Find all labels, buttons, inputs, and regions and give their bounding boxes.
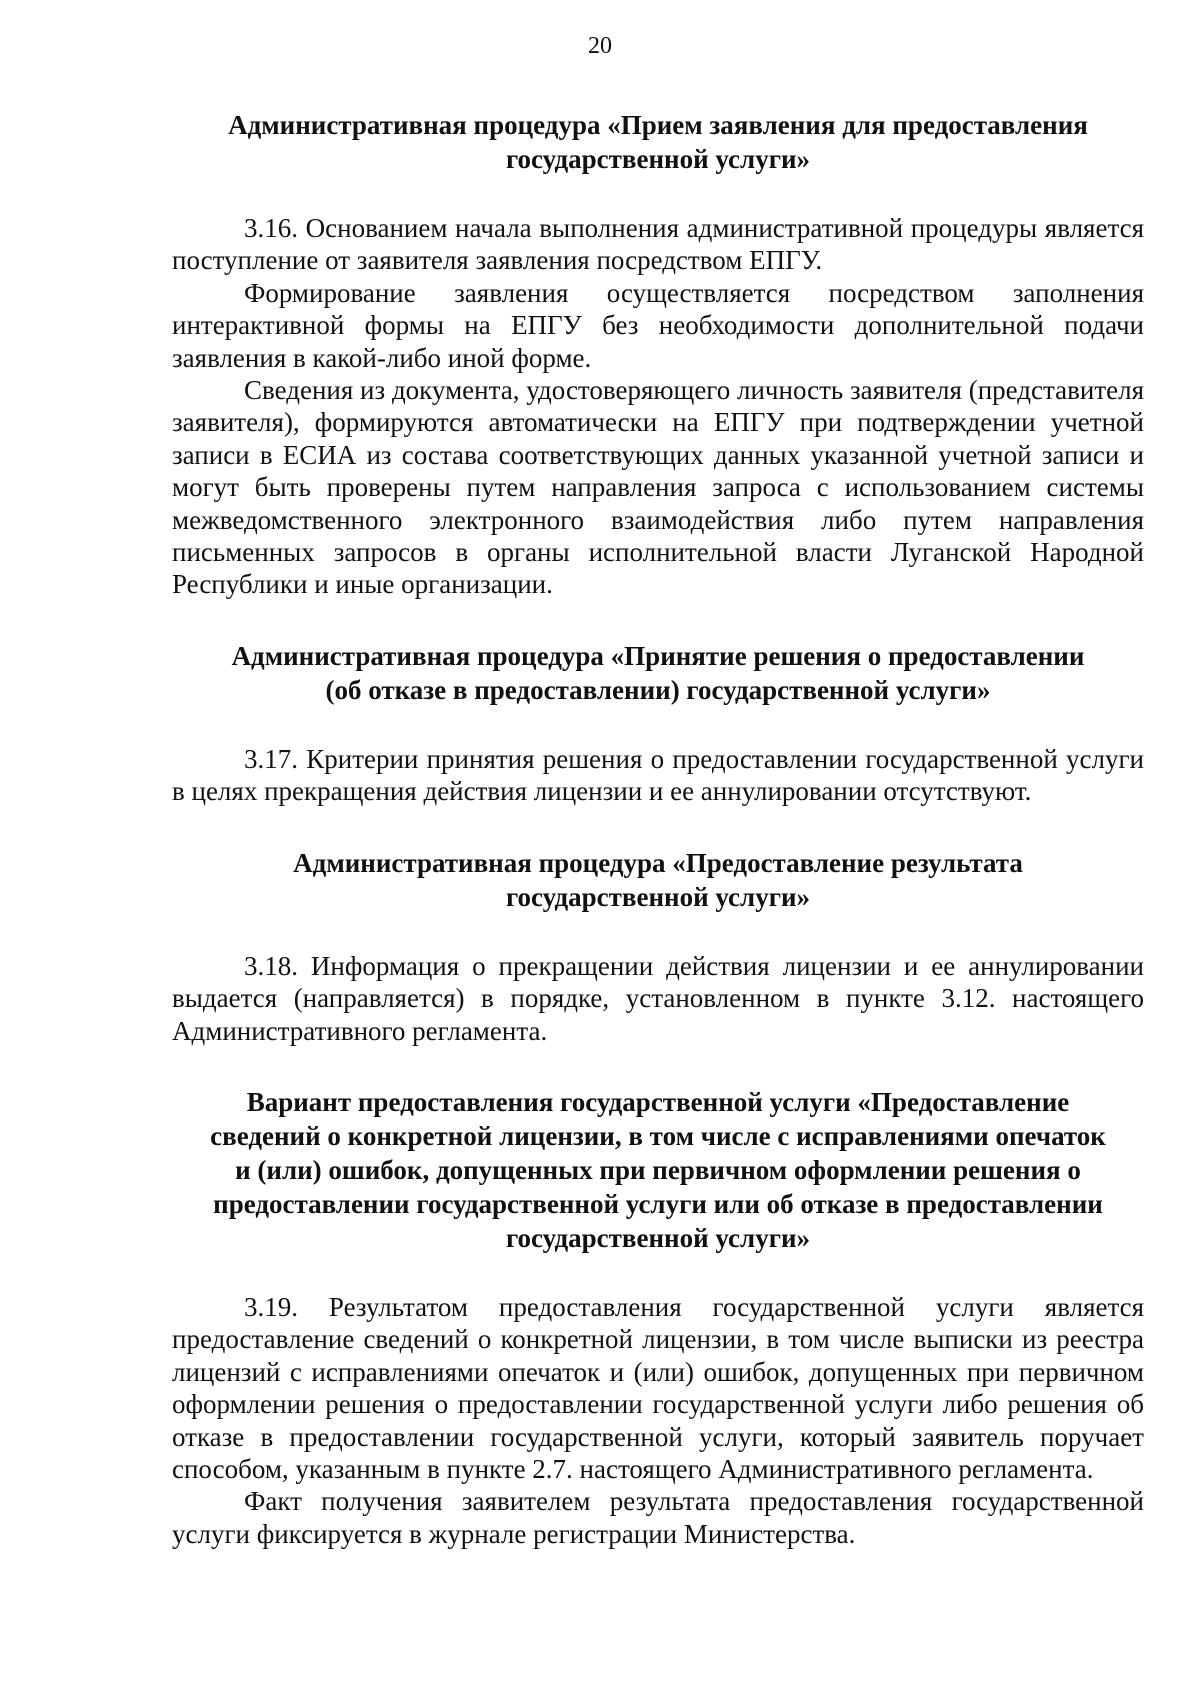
heading-line: Вариант предоставления государственной услуги «Предоставление <box>246 1086 1070 1117</box>
page-number: 20 <box>588 33 612 59</box>
heading-line: государственной услуги» <box>505 881 811 912</box>
paragraph: Факт получения заявителем результата предоставления государственной услуги фиксируется в журнале регистрации Министерства. <box>172 1486 1144 1549</box>
section-heading <box>172 108 1144 176</box>
heading-line: Административная процедура «Прием заявления для предоставления <box>228 110 1088 140</box>
heading-line: государственной услуги» <box>505 144 811 174</box>
paragraph: 3.17. Критерии принятия решения о предоставлении государственной услуги в целях прекращения действия лицензии и ее аннулировании отсутствуют. <box>172 743 1144 807</box>
paragraph: 3.16. Основанием начала выполнения административной процедуры является поступление от заявителя заявления посредством ЕПГУ. <box>172 213 1144 276</box>
paragraph: 3.19. Результатом предоставления государственной услуги является предоставление сведений о конкретной лицензии, в том числе выписки из реестра лицензий с исправлениями опечаток и (или) ошибок, допущенных при первичном оформлении решения о предоставлении государственной услуги либо решения об отказе в предоставлении государственной услуги, который заявитель поручает способом, указанным в пункте 2.7. настоящего Административного регламента. <box>172 1291 1144 1484</box>
heading-line: Административная процедура «Принятие решения о предоставлении <box>231 640 1085 671</box>
heading-line: Административная процедура «Предоставление результата <box>293 847 1023 878</box>
section-heading <box>172 846 1144 914</box>
heading-line: сведений о конкретной лицензии, в том числе с исправлениями опечаток <box>210 1120 1106 1151</box>
heading-line: государственной услуги» <box>505 1222 811 1253</box>
paragraph: Формирование заявления осуществляется посредством заполнения интерактивной формы на ЕПГУ без необходимости дополнительной подачи заявления в какой-либо иной форме. <box>172 277 1144 373</box>
heading-line: предоставлении государственной услуги или об отказе в предоставлении <box>213 1188 1103 1219</box>
document-body <box>172 108 1144 1550</box>
heading-line: (об отказе в предоставлении) государственной услуги» <box>325 674 991 705</box>
paragraph: 3.18. Информация о прекращении действия лицензии и ее аннулировании выдается (направляется) в порядке, установленном в пункте 3.12. настоящего Административного регламента. <box>172 950 1144 1046</box>
heading-line: и (или) ошибок, допущенных при первичном оформлении решения о <box>235 1154 1081 1185</box>
section-heading <box>172 1085 1144 1255</box>
paragraph: Сведения из документа, удостоверяющего личность заявителя (представителя заявителя), формируются автоматически на ЕПГУ при подтверждении учетной записи в ЕСИА из состава соответствующих данных указанной учетной записи и могут быть проверены путем направления запроса с использованием системы межведомственного электронного взаимодействия либо путем направления письменных запросов в органы исполнительной власти Луганской Народной Республики и иные организации. <box>172 375 1144 600</box>
section-heading <box>172 639 1144 707</box>
